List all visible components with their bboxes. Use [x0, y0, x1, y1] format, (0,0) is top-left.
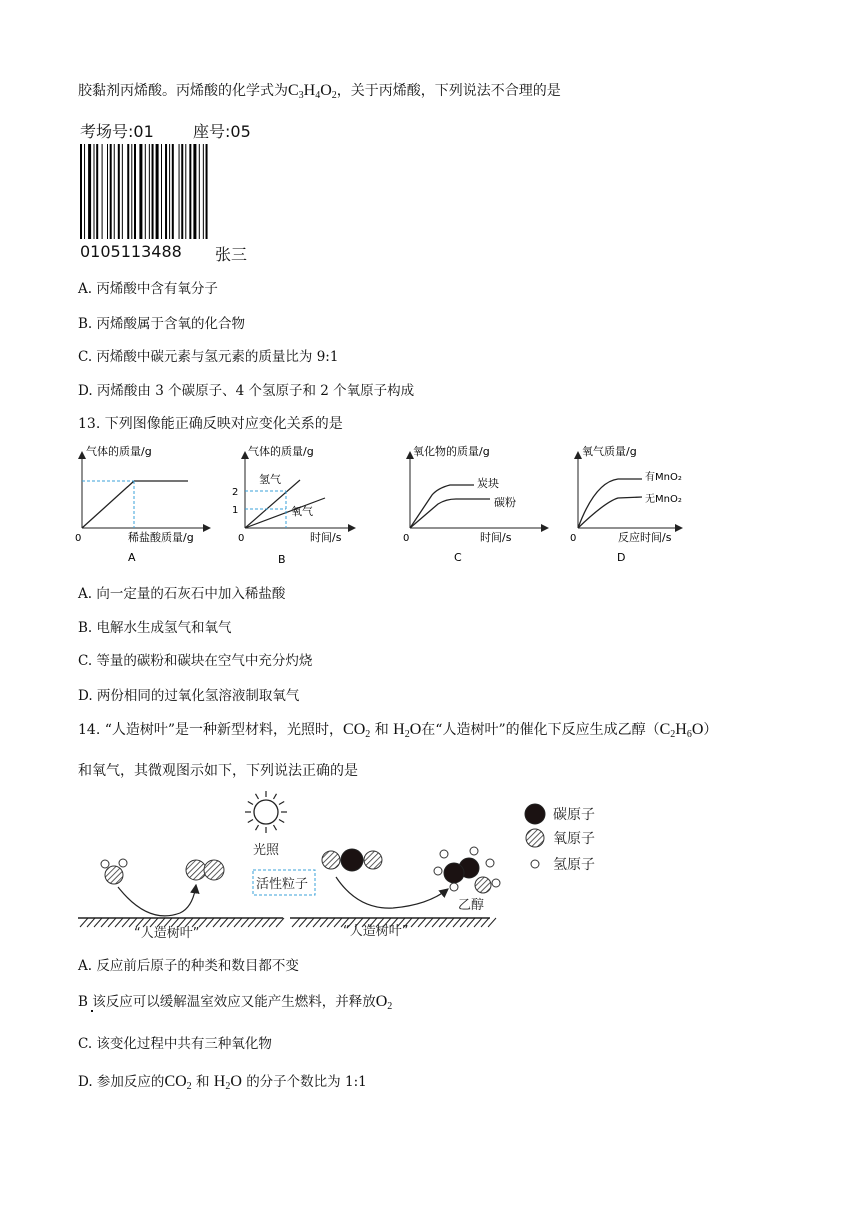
sun-ray [248, 820, 253, 823]
hatch-line [488, 918, 496, 927]
hatch-line [446, 918, 454, 927]
graph-c-line-lump: 炭块 [477, 477, 499, 490]
barcode-bar [172, 144, 174, 239]
active-particle-label: 活性粒子 [256, 877, 309, 892]
barcode-bar [206, 144, 208, 239]
hatch-line [460, 918, 468, 927]
legend-hydrogen-icon [531, 860, 539, 868]
hatch-line [241, 918, 249, 927]
hatch-line [425, 918, 433, 927]
hatch-line [320, 918, 328, 927]
barcode-bar [189, 144, 191, 239]
hatch-line [276, 918, 284, 927]
hatch-line [439, 918, 447, 927]
graph-c-caption: C [454, 551, 462, 564]
barcode-bar [156, 144, 159, 239]
graph-a [75, 444, 210, 564]
graph-d [570, 444, 682, 564]
q13-option-c: C. 等量的碳粉和碳块在空气中充分灼烧 [78, 653, 313, 669]
formula-c2h6o: $C_2H_6O$ [659, 721, 704, 740]
hatch-line [199, 918, 207, 927]
barcode-label [78, 118, 268, 268]
hatch-line [248, 918, 256, 927]
barcode-bar [169, 144, 170, 239]
barcode-bar [149, 144, 150, 239]
barcode-bar [134, 144, 136, 239]
hatch-line [327, 918, 335, 927]
barcode-bar [107, 144, 108, 239]
formula-h2o-d: $H_2O$ [213, 1073, 242, 1092]
q13-option-d: D. 两份相同的过氧化氢溶液制取氧气 [78, 688, 300, 704]
barcode-bar [199, 144, 200, 239]
hatch-line [122, 918, 130, 927]
hatch-line [418, 918, 426, 927]
hatch-line [269, 918, 277, 927]
graph-b-xlabel: 时间/s [310, 531, 342, 544]
barcode-bar [139, 144, 142, 239]
barcode-bar [179, 144, 180, 239]
graph-d-ylabel: 氧气质量/g [582, 445, 637, 458]
graph-a-ylabel: 气体的质量/g [86, 445, 152, 458]
hatch-line [87, 918, 95, 927]
q13-option-a: A. 向一定量的石灰石中加入稀盐酸 [78, 586, 286, 602]
sun-ray [274, 794, 277, 799]
graph-b-tick-2: 2 [232, 487, 239, 498]
q13-option-b: B. 电解水生成氢气和氧气 [78, 620, 232, 636]
graph-c-xlabel: 时间/s [480, 531, 512, 544]
sun-ray [274, 825, 277, 830]
artificial-leaf-diagram [78, 785, 618, 940]
graph-a-xlabel: 稀盐酸质量/g [128, 531, 194, 544]
q14-option-b: B 该反应可以缓解温室效应又能产生燃料，并释放$O_2$ [78, 993, 393, 1012]
q14-stem-line2: 和氧气，其微观图示如下，下列说法正确的是 [78, 763, 358, 779]
q12-option-a: A. 丙烯酸中含有氧分子 [78, 281, 218, 297]
light-label: 光照 [253, 843, 280, 858]
graph-c [403, 444, 548, 564]
graph-b-line-oxygen: 氧气 [291, 505, 313, 518]
graph-b-origin: 0 [238, 533, 245, 544]
barcode-bar [118, 144, 120, 239]
q13-graphs [70, 440, 770, 570]
ethanol-label: 乙醇 [458, 898, 485, 913]
barcode-bar [114, 144, 115, 239]
hatch-line [255, 918, 263, 927]
student-name: 张三 [215, 245, 248, 264]
legend-oxygen-icon [526, 829, 544, 847]
graph-d-caption: D [617, 551, 626, 564]
seat-number: 座号:05 [193, 122, 251, 141]
legend-oxygen: 氧原子 [553, 831, 595, 847]
hatch-line [108, 918, 116, 927]
formula-co2: $CO_2$ [343, 721, 371, 740]
hatch-line [474, 918, 482, 927]
legend-carbon-icon [525, 804, 545, 824]
hatch-line [467, 918, 475, 927]
legend [525, 804, 595, 873]
hatch-line [101, 918, 109, 927]
q12-option-d: D. 丙烯酸由 3 个碳原子、4 个氢原子和 2 个氧原子构成 [78, 383, 415, 399]
barcode-bar [185, 144, 186, 239]
barcode-bar [88, 144, 91, 239]
barcode-bars [80, 144, 255, 239]
hatch-line [94, 918, 102, 927]
barcode-bar [145, 144, 146, 239]
barcode-bar [84, 144, 85, 239]
graph-b-caption: B [278, 553, 286, 566]
ethanol-molecule [434, 847, 500, 893]
sun-ray [256, 794, 259, 799]
hatch-line [453, 918, 461, 927]
q12-stem: 胶黏剂丙烯酸。丙烯酸的化学式为$C_3H_4O_2$，关于丙烯酸，下列说法不合理的是 [78, 82, 561, 101]
barcode-number: 0105113488 [80, 242, 182, 261]
graph-b-line-hydrogen: 氢气 [259, 473, 281, 486]
hatch-line [313, 918, 321, 927]
hatch-line [299, 918, 307, 927]
co2-molecule [322, 849, 382, 871]
barcode-bar [80, 144, 82, 239]
exam-room: 考场号:01 [80, 122, 154, 141]
hatch-line [306, 918, 314, 927]
graph-d-origin: 0 [570, 533, 577, 544]
q14-option-a: A. 反应前后原子的种类和数目都不变 [78, 958, 299, 974]
formula-co2-d: $CO_2$ [164, 1073, 192, 1092]
graph-b-tick-1: 1 [232, 505, 239, 516]
q12-option-b: B. 丙烯酸属于含氧的化合物 [78, 316, 246, 332]
graph-c-line-powder: 碳粉 [494, 496, 516, 509]
barcode-bar [127, 144, 129, 239]
water-molecule [101, 859, 127, 884]
graph-c-ylabel: 氧化物的质量/g [413, 445, 490, 458]
barcode-bar [181, 144, 183, 239]
q14-option-d: D. 参加反应的$CO_2$ 和 $H_2O$ 的分子个数比为 1:1 [78, 1073, 367, 1092]
legend-hydrogen: 氢原子 [553, 857, 595, 873]
barcode-bar [152, 144, 154, 239]
hatch-line [213, 918, 221, 927]
barcode-bar [131, 144, 132, 239]
hatch-line [115, 918, 123, 927]
leaf-label-right: “人造树叶” [343, 924, 409, 939]
graph-d-line-with-mno2: 有MnO₂ [645, 472, 682, 483]
formula-h2o: $H_2O$ [393, 721, 422, 740]
barcode-bar [161, 144, 162, 239]
graph-b [232, 444, 355, 566]
barcode-bar [203, 144, 204, 239]
hatch-line [411, 918, 419, 927]
sun-icon [245, 791, 287, 833]
graph-c-origin: 0 [403, 533, 410, 544]
barcode-bar [165, 144, 167, 239]
hatch-line [432, 918, 440, 927]
hatch-line [334, 918, 342, 927]
barcode-bar [122, 144, 123, 239]
stray-dot [91, 1010, 93, 1012]
hatch-line [481, 918, 489, 927]
sun-ray [279, 802, 284, 805]
q13-stem: 13. 下列图像能正确反映对应变化关系的是 [78, 416, 343, 432]
graph-b-ylabel: 气体的质量/g [248, 445, 314, 458]
barcode-bar [96, 144, 98, 239]
q12-option-c: C. 丙烯酸中碳元素与氢元素的质量比为 9:1 [78, 349, 339, 365]
legend-carbon: 碳原子 [553, 807, 595, 823]
hatch-line [292, 918, 300, 927]
hatch-line [234, 918, 242, 927]
sun-ray [279, 820, 284, 823]
hatch-line [262, 918, 270, 927]
hatch-line [227, 918, 235, 927]
graph-a-caption: A [128, 551, 136, 564]
barcode-bar [110, 144, 112, 239]
formula-o2: $O_2$ [375, 993, 393, 1012]
leaf-label-left: “人造树叶” [134, 926, 200, 940]
hatch-line [80, 918, 88, 927]
graph-a-origin: 0 [75, 533, 82, 544]
sun-ray [248, 802, 253, 805]
oxygen-molecule [186, 860, 224, 880]
graph-d-line-without-mno2: 无MnO₂ [645, 494, 682, 505]
barcode-bar [102, 144, 103, 239]
graph-d-xlabel: 反应时间/s [618, 531, 672, 544]
q14-option-c: C. 该变化过程中共有三种氧化物 [78, 1036, 272, 1052]
barcode-bar [94, 144, 95, 239]
q14-stem-line1: 14. “人造树叶”是一种新型材料，光照时，$CO_2$ 和 $H_2O$在“人造树叶”的催化下反应生成乙醇$(C_2H_6O)$ [78, 721, 718, 740]
hatch-line [220, 918, 228, 927]
sun-ray [256, 825, 259, 830]
formula-c3h4o2: $C_3H_4O_2$ [288, 82, 337, 101]
hatch-line [206, 918, 214, 927]
barcode-bar [193, 144, 196, 239]
